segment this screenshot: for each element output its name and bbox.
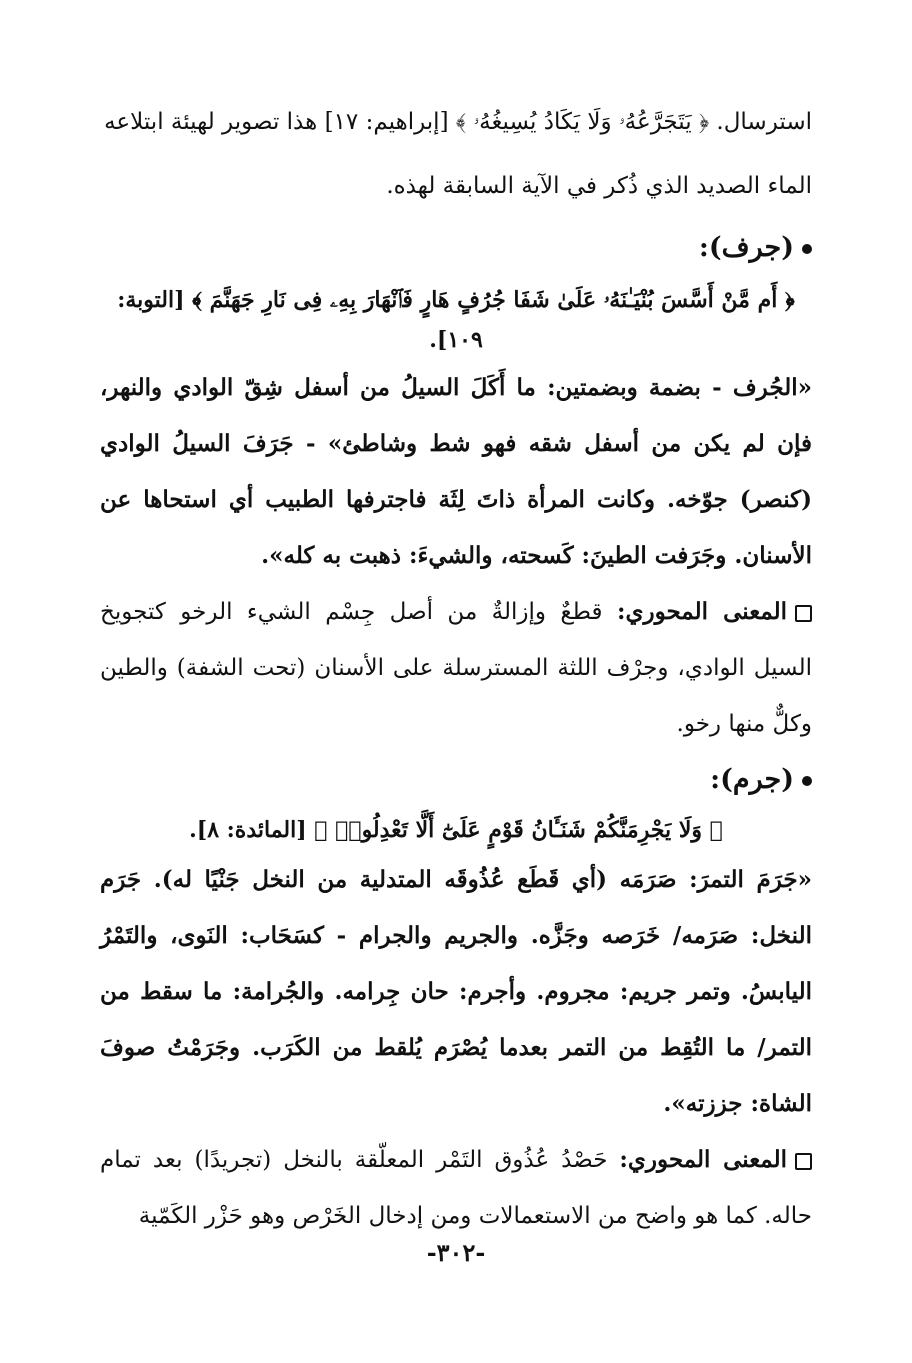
intro-line-1: استرسال. ﴿ يَتَجَرَّعُهُۥ وَلَا يَكَادُ يُسِيغُهُۥ ﴾ [إبراهيم: ١٧] هذا تصوير لهيئة ابتلاعه [104, 109, 812, 135]
bullet-icon [802, 776, 812, 786]
core-meaning-text: حَصْدُ عُذُوق التَمْر المعلّقة بالنخل (تجريدًا) بعد تمام حاله. كما هو واضح من الاستعمالات ومن إدخال الخَرْص وهو حَزْر الكَمّية [100, 1147, 812, 1229]
section-heading-jurf: (جرف): [100, 220, 812, 276]
core-meaning-jurf [100, 584, 812, 752]
core-meaning-label: المعنى المحوري: [616, 598, 788, 625]
intro-line-2: الماء الصديد الذي ذُكر في الآية السابقة لهذه. [386, 173, 812, 199]
page-body [100, 90, 812, 1244]
core-meaning-label: المعنى المحوري: [619, 1146, 788, 1173]
definition-jarm: «جَرَمَ التمرَ: صَرَمَه (أي قَطَع عُذُوقَه المتدلية من النخل جَنْيًا له). جَرَم النخل: صَرَمه/ خَرَصه وجَزَّه. والجريم والجرام - كسَحَاب: النَوى، والتَمْرُ اليابسُ. وتمر جريم: مجروم. وأجرم: حان جِرامه. والجُرامة: ما سقط من التمر/ ما التُقِط من التمر بعدما يُصْرَم يُلقط من الكَرَب. وجَرَمْتُ صوفَ الشاة: جززته». [100, 866, 812, 1117]
core-meaning-text: قطعٌ وإزالةٌ من أصل جِسْم الشيء الرخو كتجويخ السيل الوادي، وجرْف اللثة المسترسلة على الأسنان (تحت الشفة) والطين وكلٌّ منها رخو. [100, 599, 812, 737]
definition-jurf: «الجُرف - بضمة وبضمتين: ما أَكَلَ السيلُ من أسفل شِقّ الوادي والنهر، فإن لم يكن من أسفل شقه فهو شط وشاطئ» - جَرَفَ السيلُ الوادي (كنصر) جوّخه. وكانت المرأة ذاتَ لِثَة فاجترفها الطبيب أي استحاها عن الأسنان. وجَرَفت الطينَ: كَسحته، والشيءَ: ذهبت به كله». [100, 374, 812, 569]
square-bullet-icon [795, 605, 812, 622]
page-number: -٣٠٢- [426, 1238, 486, 1267]
quran-verse-jurf: ﴿ أَم مَّنْ أَسَّسَ بُنْيَـٰنَهُۥ عَلَىٰ شَفَا جُرُفٍ هَارٍ فَٱنْهَارَ بِهِۦ فِى نَارِ جَهَنَّمَ ﴾ [التوبة: ١٠٩]. [117, 287, 795, 353]
intro-paragraph [100, 90, 812, 218]
bullet-icon [802, 244, 812, 254]
section-heading-jarm: (جرم): [100, 752, 812, 808]
core-meaning-jarm [100, 1132, 812, 1244]
square-bullet-icon [795, 1153, 812, 1170]
quran-verse-jarm: ﴿ وَلَا يَجْرِمَنَّكُمْ شَنَـَٔانُ قَوْمٍ عَلَىٰٓ أَلَّا تَعْدِلُوا۟ ﴾ [المائدة: ٨]. [189, 817, 723, 843]
